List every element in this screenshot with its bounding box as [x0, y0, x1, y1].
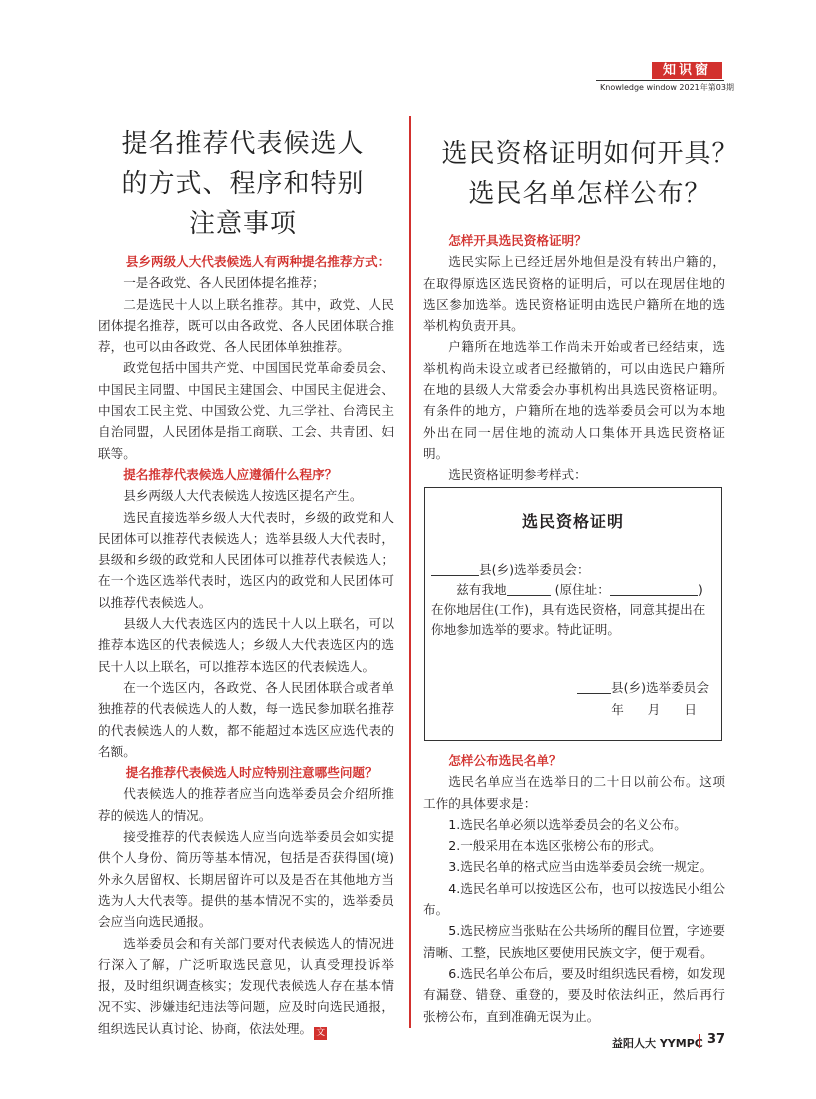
certificate-text: 在你地居住(工作)，具有选民资格，同意其提出在你地参加选举的要求。特此证明。: [431, 602, 706, 637]
certificate-sample-box: [424, 487, 722, 741]
certificate-addressee: 县(乡)选举委员会：: [479, 562, 590, 577]
list-item: 6.选民名单公布后，要及时组织选民看榜，如发现有漏登、错登、重登的，要及时依法纠正，然后再行张榜公布，直到准确无误为止。: [423, 965, 725, 1024]
paragraph: 二是选民十人以上联名推荐。其中，政党、人民团体提名推荐，既可以由各政党、各人民团体联合推荐，也可以由各政党、各人民团体单独推荐。: [98, 296, 394, 355]
left-article-title: [98, 124, 388, 244]
left-title-line: 注意事项: [188, 209, 297, 239]
right-title-line: 选民名单怎样公布？: [468, 179, 712, 209]
list-item: 2.一般采用在本选区张榜公布的形式。: [448, 838, 662, 854]
paragraph: 户籍所在地选举工作尚未开始或者已经结束，选举机构尚未设立或者已经撤销的，可以由选民户籍所在地的县级人大常委会办事机构出具选民资格证明。有条件的地方，户籍所在地的选举委员会可以为本地外出在同一居住地的流动人口集体开具选民资格证明。: [423, 339, 725, 461]
certificate-signature-line: [431, 678, 709, 698]
right-article-body-2: [423, 750, 725, 1027]
certificate-text: ): [697, 582, 703, 597]
right-article-body: [423, 230, 725, 486]
paragraph: 在一个选区内，各政党、各人民团体联合或者单独推荐的代表候选人的人数，每一选民参加联名推荐的代表候选人的人数，都不能超过本选区应选代表的名额。: [98, 679, 394, 759]
paragraph-last: [98, 933, 394, 1040]
paragraph: 选民实际上已经迁居外地但是没有转出户籍的，在取得原选区选民资格的证明后，可以在现居住地的选区参加选举。选民资格证明由选民户籍所在地的选举机构负责开具。: [423, 254, 725, 334]
list-item: 4.选民名单可以按选区公布，也可以按选民小组公布。: [423, 880, 725, 918]
certificate-text: 兹有我地: [456, 582, 507, 597]
header-subtitle: Knowledge window 2021年第03期: [600, 83, 734, 92]
paragraph: 一是各政党、各人民团体提名推荐；: [123, 275, 325, 291]
footer-separator: [699, 1034, 700, 1048]
paragraph: 选民直接选举乡级人大代表时，乡级的政党和人民团体可以推荐代表候选人；选举县级人大代表时，县级和乡级的政党和人民团体可以推荐代表候选人；在一个选区选举代表时，选区内的政党和人民团体可以推荐代表候选人。: [98, 509, 394, 610]
certificate-text: (原住址：: [554, 582, 610, 597]
blank-line: [431, 561, 479, 576]
left-article-body: [98, 251, 394, 1040]
list-item: 5.选民榜应当张贴在公共场所的醒目位置，字迹要清晰、工整，民族地区要使用民族文字，便于观看。: [423, 923, 725, 960]
certificate-date: 年 月 日: [611, 702, 697, 717]
paragraph: 代表候选人的推荐者应当向选举委员会介绍所推荐的候选人的情况。: [98, 786, 394, 823]
blank-line: [507, 581, 551, 596]
end-mark-icon: 文: [316, 1027, 326, 1038]
left-heading-3: 提名推荐代表候选人时应特别注意哪些问题？: [125, 765, 378, 781]
paragraph: 县级人大代表选区内的选民十人以上联名，可以推荐本选区的代表候选人；乡级人大代表选区内的选民十人以上联名，可以推荐本选区的代表候选人。: [98, 616, 394, 674]
paragraph: 选民名单应当在选举日的二十日以前公布。这项工作的具体要求是：: [423, 774, 725, 811]
paragraph: 接受推荐的代表候选人应当向选举委员会如实提供个人身份、简历等基本情况，包括是否获得国(境)外永久居留权、长期居留许可以及是否在其他地方当选为人大代表等。提供的基本情况不实的，选举委员会应当向选民通报。: [98, 829, 394, 930]
right-title-line: 选民资格证明如何开具？: [441, 139, 739, 169]
list-item: 1.选民名单必须以选举委员会的名义公布。: [448, 816, 687, 832]
left-title-line: 提名推荐代表候选人: [121, 129, 365, 159]
certificate-signature: 县(乡)选举委员会: [611, 680, 709, 695]
list-item: 3.选民名单的格式应当由选举委员会统一规定。: [448, 859, 713, 875]
header-rule: [596, 80, 724, 81]
left-heading-1: 县乡两级人大代表候选人有两种提名推荐方式：: [125, 254, 391, 269]
certificate-line-2: [431, 580, 715, 600]
paragraph: 选民资格证明参考样式：: [448, 467, 587, 483]
section-tag: 知识窗: [652, 62, 722, 79]
left-title-line: 的方式、程序和特别: [121, 169, 365, 199]
certificate-addressee-line: [431, 560, 715, 580]
certificate-body: [431, 560, 715, 640]
paragraph-text: 选举委员会和有关部门要对代表候选人的情况进行深入了解，广泛听取选民意见，认真受理投诉举报，及时组织调查核实；发现代表候选人存在基本情况不实、涉嫌违纪违法等问题，应及时向选民通报，组织选民认真讨论、协商，依法处理。: [98, 935, 394, 1036]
paragraph: 政党包括中国共产党、中国国民党革命委员会、中国民主同盟、中国民主建国会、中国民主促进会、中国农工民主党、中国致公党、九三学社、台湾民主自治同盟，人民团体是指工商联、工会、共青团、妇联等。: [98, 360, 394, 461]
right-heading-1: 怎样开具选民资格证明？: [448, 233, 587, 248]
page-number: 37: [707, 1032, 726, 1047]
certificate-title: 选民资格证明: [521, 512, 624, 531]
right-article-title: [420, 134, 760, 214]
blank-line: [610, 581, 698, 596]
paragraph: 县乡两级人大代表候选人按选区提名产生。: [123, 488, 363, 504]
blank-line: [577, 679, 611, 694]
footer-publication: 益阳人大 YYMPC: [612, 1037, 703, 1050]
left-heading-2: 提名推荐代表候选人应遵循什么程序？: [123, 466, 338, 482]
right-heading-2: 怎样公布选民名单？: [448, 753, 562, 768]
column-divider: [409, 116, 411, 1028]
